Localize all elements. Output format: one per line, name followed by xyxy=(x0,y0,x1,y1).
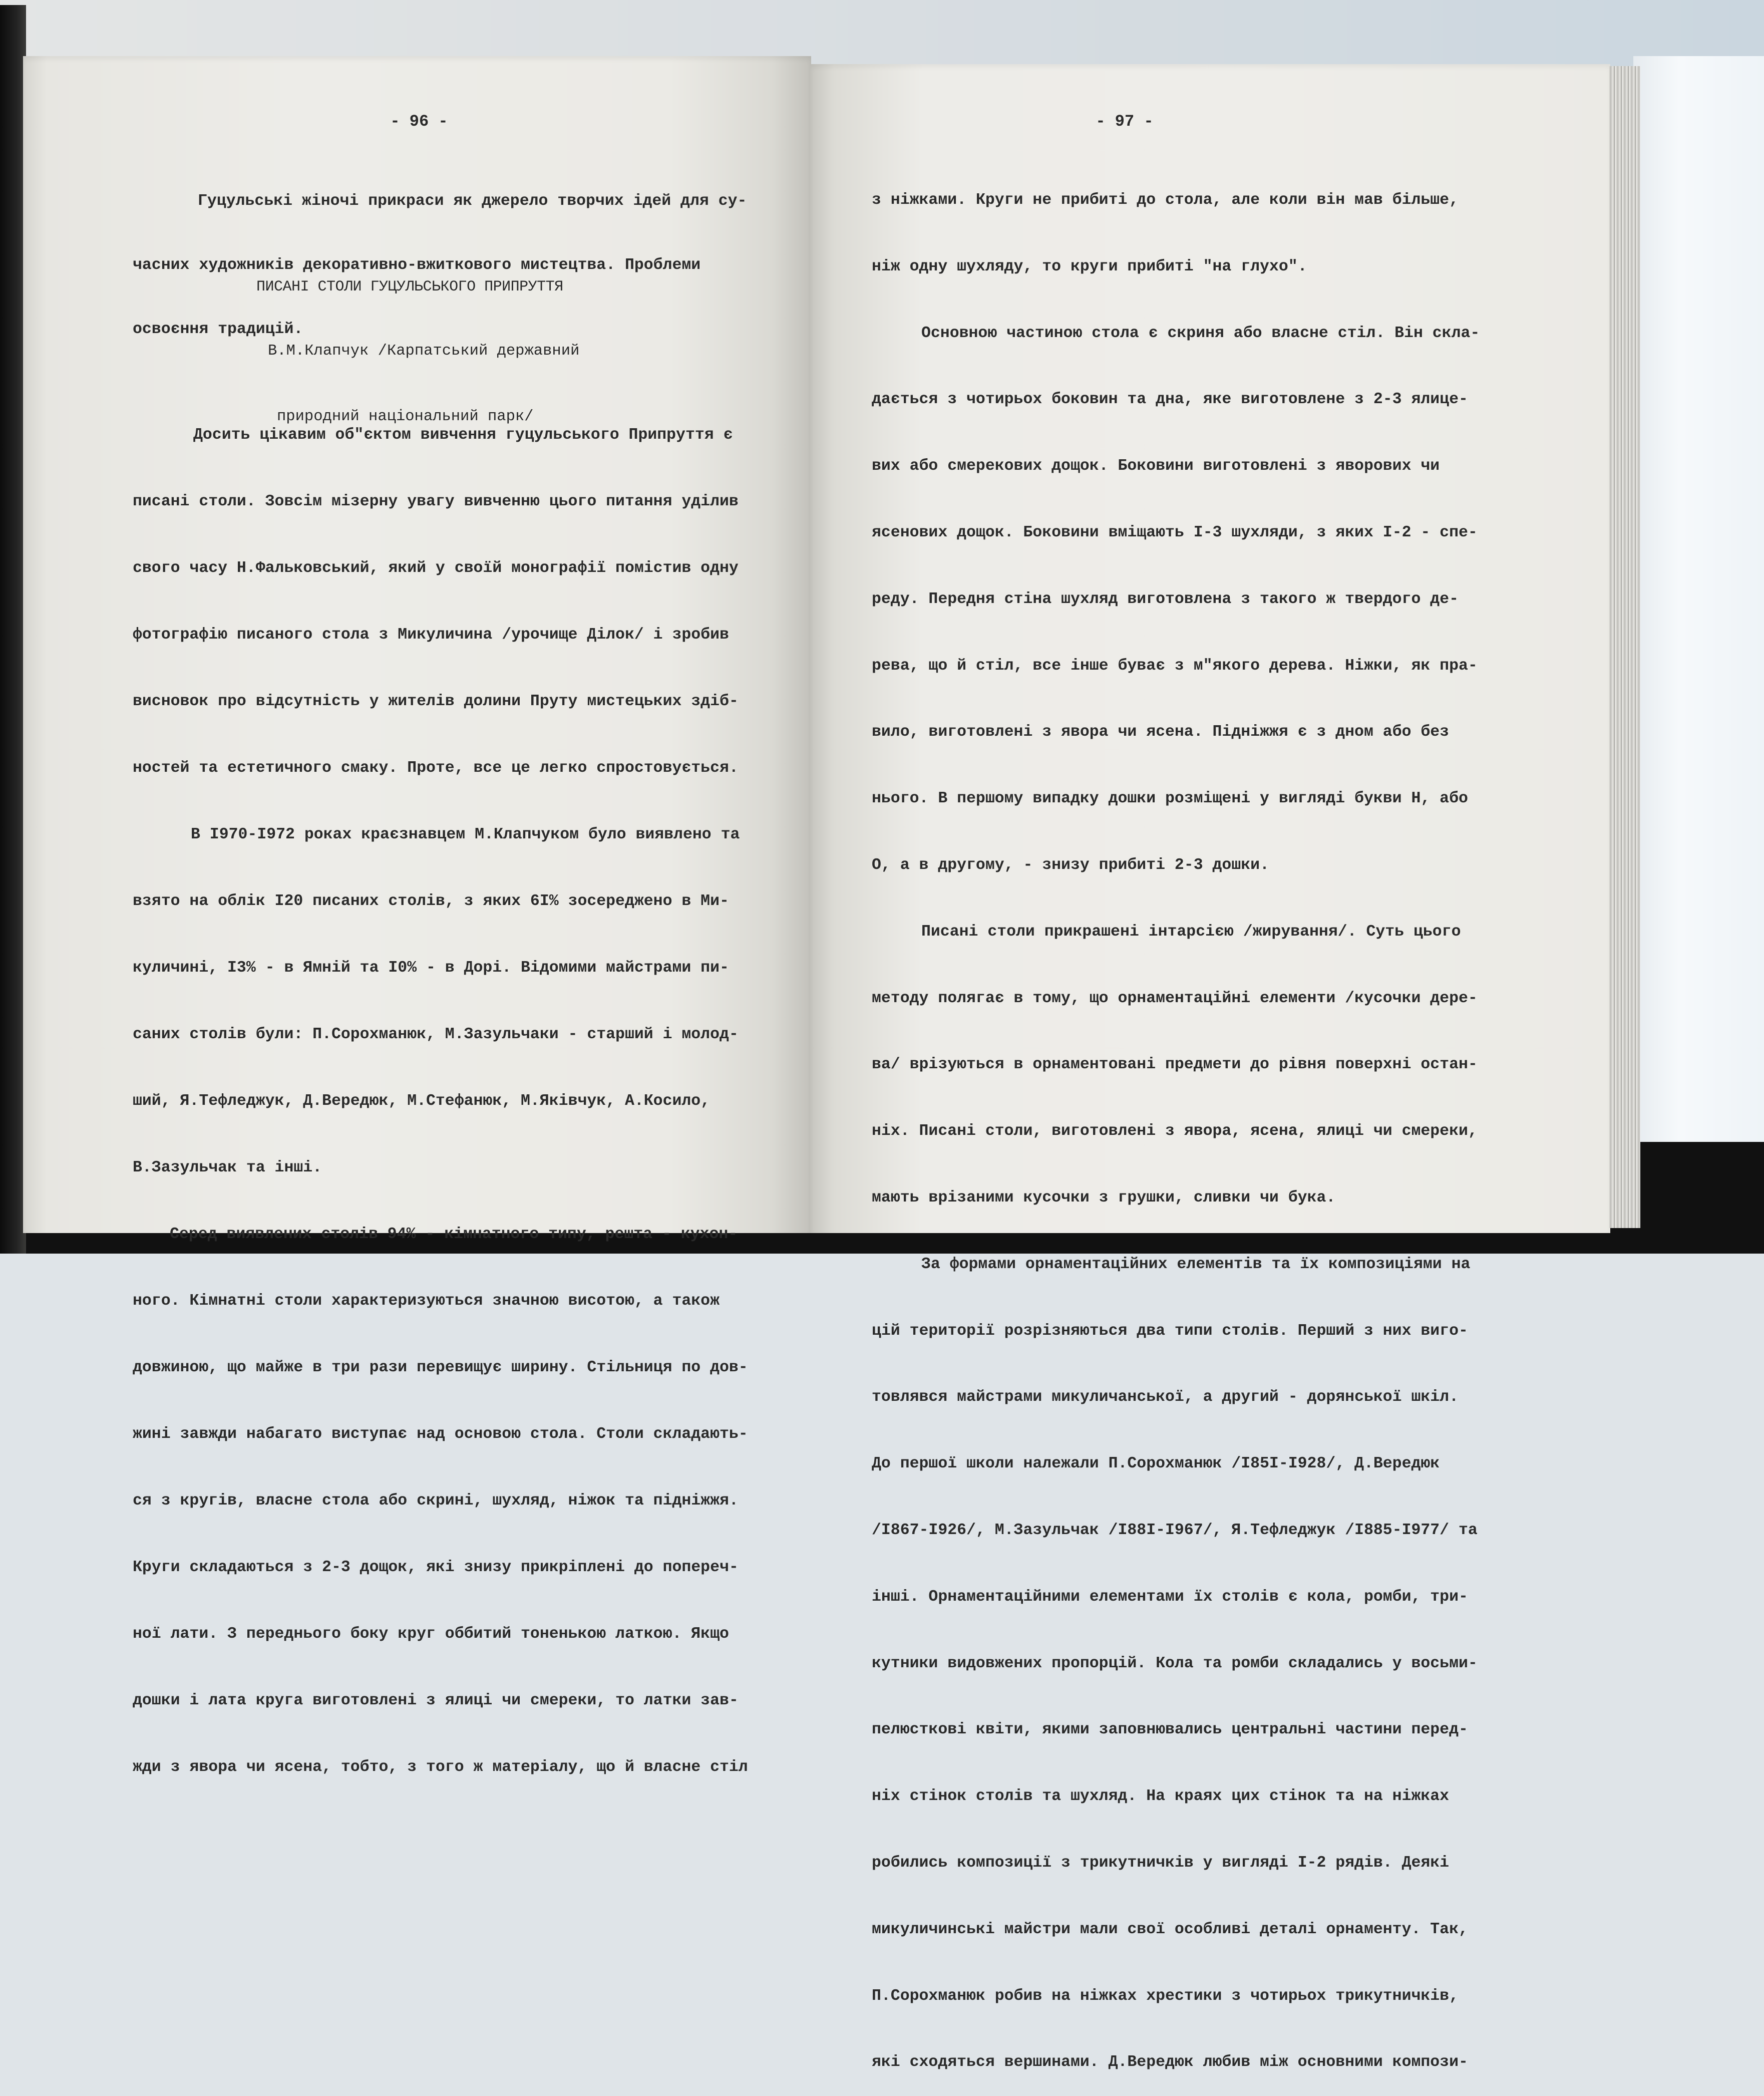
body-line: дається з чотирьох боковин та дна, яке виготовлене з 2-3 ялице- xyxy=(872,391,1468,409)
body-line: До першої школи належали П.Сорохманюк /І85І-І928/, Д.Вередюк xyxy=(872,1455,1440,1473)
body-line: методу полягає в тому, що орнаментаційні елементи /кусочки дере- xyxy=(872,989,1478,1007)
body-line: дошки і лата круга виготовлені з ялиці чи смереки, то латки зав- xyxy=(133,1692,739,1709)
body-line: рева, що й стіл, все інше буває з м"якого дерева. Ніжки, як пра- xyxy=(872,657,1478,675)
body-line: з ніжками. Круги не прибиті до стола, але коли він мав більше, xyxy=(872,191,1459,209)
body-line: ший, Я.Тефледжук, Д.Вередюк, М.Стефанюк, М.Яківчук, А.Косило, xyxy=(133,1092,711,1110)
author-line: природний національний парк/ xyxy=(277,408,534,425)
body-line: взято на облік І20 писаних столів, з яких 6І% зосереджено в Ми- xyxy=(133,892,729,910)
body-line: реду. Передня стіна шухляд виготовлена з такого ж твердого де- xyxy=(872,590,1459,608)
body-line: ва/ врізуються в орнаментовані предмети до рівня поверхні остан- xyxy=(872,1056,1478,1074)
body-line: ніх. Писані столи, виготовлені з явора, ясена, ялиці чи смереки, xyxy=(872,1122,1478,1140)
body-line: П.Сорохманюк робив на ніжках хрестики з чотирьох трикутничків, xyxy=(872,1987,1459,2005)
body-line: фотографію писаного стола з Микуличина /урочище Ділок/ і зробив xyxy=(133,626,729,644)
body-line: саних столів були: П.Сорохманюк, М.Зазульчаки - старший і молод- xyxy=(133,1026,739,1043)
body-line: ностей та естетичного смаку. Проте, все це легко спростовується. xyxy=(133,759,739,777)
body-line: /І867-І926/, М.Зазульчак /І88І-І967/, Я.Тефледжук /І885-І977/ та xyxy=(872,1521,1478,1539)
right-page-number: - 97 - xyxy=(1096,112,1154,131)
body-line: ного. Кімнатні столи характеризуються значною висотою, а також xyxy=(133,1292,720,1310)
body-line: вило, виготовлені з явора чи ясена. Підніжжя є з дном або без xyxy=(872,723,1450,741)
page-stack-edge xyxy=(1609,66,1640,1228)
body-line: жди з явора чи ясена, тобто, з того ж матеріалу, що й власне стіл xyxy=(133,1758,748,1776)
body-line: Писані столи прикрашені інтарсією /жирування/. Суть цього xyxy=(921,923,1461,941)
body-line: які сходяться вершинами. Д.Вередюк любив між основними компози- xyxy=(872,2053,1468,2071)
body-line: висновок про відсутність у жителів долини Пруту мистецьких здіб- xyxy=(133,693,739,710)
title-line: Гуцульські жіночі прикраси як джерело творчих ідей для су- xyxy=(198,192,747,210)
body-line: микуличинські майстри мали свої особливі деталі орнаменту. Так, xyxy=(872,1920,1468,1938)
body-line: ясенових дощок. Боковини вміщають І-3 шухляди, з яких І-2 - спе- xyxy=(872,523,1478,541)
body-line: За формами орнаментаційних елементів та їх композиціями на xyxy=(921,1255,1471,1273)
left-page-number: - 96 - xyxy=(390,112,448,131)
title-line: освоєння традицій. xyxy=(133,321,303,338)
body-line: пелюсткові квіти, якими заповнювались центральні частини перед- xyxy=(872,1721,1468,1739)
body-line: писані столи. Зовсім мізерну увагу вивченню цього питання уділив xyxy=(133,493,739,510)
body-line: Серед виявлених столів 94% - кімнатного типу, решта - кухон- xyxy=(170,1226,738,1243)
body-line: В І970-І972 роках краєзнавцем М.Клапчуком було виявлено та xyxy=(191,826,740,843)
body-line: ніх стінок столів та шухляд. На краях цих стінок та на ніжках xyxy=(872,1787,1450,1806)
article-heading: ПИСАНІ СТОЛИ ГУЦУЛЬСЬКОГО ПРИПРУТТЯ xyxy=(256,278,563,295)
body-line: Основною частиною стола є скриня або власне стіл. Він скла- xyxy=(921,324,1480,342)
body-line: вих або смерекових дощок. Боковини виготовлені з яворових чи xyxy=(872,457,1440,475)
body-line: цій території розрізняються два типи столів. Перший з них виго- xyxy=(872,1322,1468,1340)
body-line: нього. В першому випадку дошки розміщені у вигляді букви Н, або xyxy=(872,790,1468,808)
body-line: ної лати. З переднього боку круг оббитий тоненькою латкою. Якщо xyxy=(133,1625,729,1643)
body-line: інші. Орнаментаційними елементами їх столів є кола, ромби, три- xyxy=(872,1588,1468,1606)
right-body-text xyxy=(872,150,1480,2096)
body-line: жині завжди набагато виступає над основою стола. Столи складають- xyxy=(133,1425,748,1443)
body-line: товлявся майстрами микуличанської, а другий - дорянської шкіл. xyxy=(872,1388,1459,1406)
scanner-edge-left xyxy=(0,5,26,1254)
body-line: Круги складаються з 2-3 дощок, які знизу прикріплені до попереч- xyxy=(133,1559,739,1576)
body-line: Досить цікавим об"єктом вивчення гуцульського Припруття є xyxy=(193,426,733,444)
body-line: куличині, І3% - в Ямній та І0% - в Дорі. Відомими майстрами пи- xyxy=(133,959,729,977)
scanner-background-right xyxy=(1633,56,1764,1143)
body-line: О, а в другому, - знизу прибиті 2-3 дошки. xyxy=(872,856,1269,874)
left-body-text xyxy=(133,384,748,1801)
body-line: мають врізаними кусочки з грушки, сливки чи бука. xyxy=(872,1188,1336,1207)
body-line: кутники видовжених пропорцій. Кола та ромби складались у восьми- xyxy=(872,1654,1478,1672)
author-line: В.М.Клапчук /Карпатський державний xyxy=(268,343,580,360)
body-line: довжиною, що майже в три рази перевищує ширину. Стільниця по дов- xyxy=(133,1359,748,1376)
body-line: ся з кругів, власне стола або скрині, шухляд, ніжок та підніжжя. xyxy=(133,1492,739,1510)
body-line: В.Зазульчак та інші. xyxy=(133,1159,322,1176)
body-line: свого часу Н.Фальковський, який у своїй монографії помістив одну xyxy=(133,559,739,577)
body-line: робились композиції з трикутничків у вигляді І-2 рядів. Деякі xyxy=(872,1854,1450,1872)
title-line: часних художників декоративно-вжиткового мистецтва. Проблеми xyxy=(133,256,701,274)
body-line: ніж одну шухляду, то круги прибиті "на глухо". xyxy=(872,257,1307,275)
